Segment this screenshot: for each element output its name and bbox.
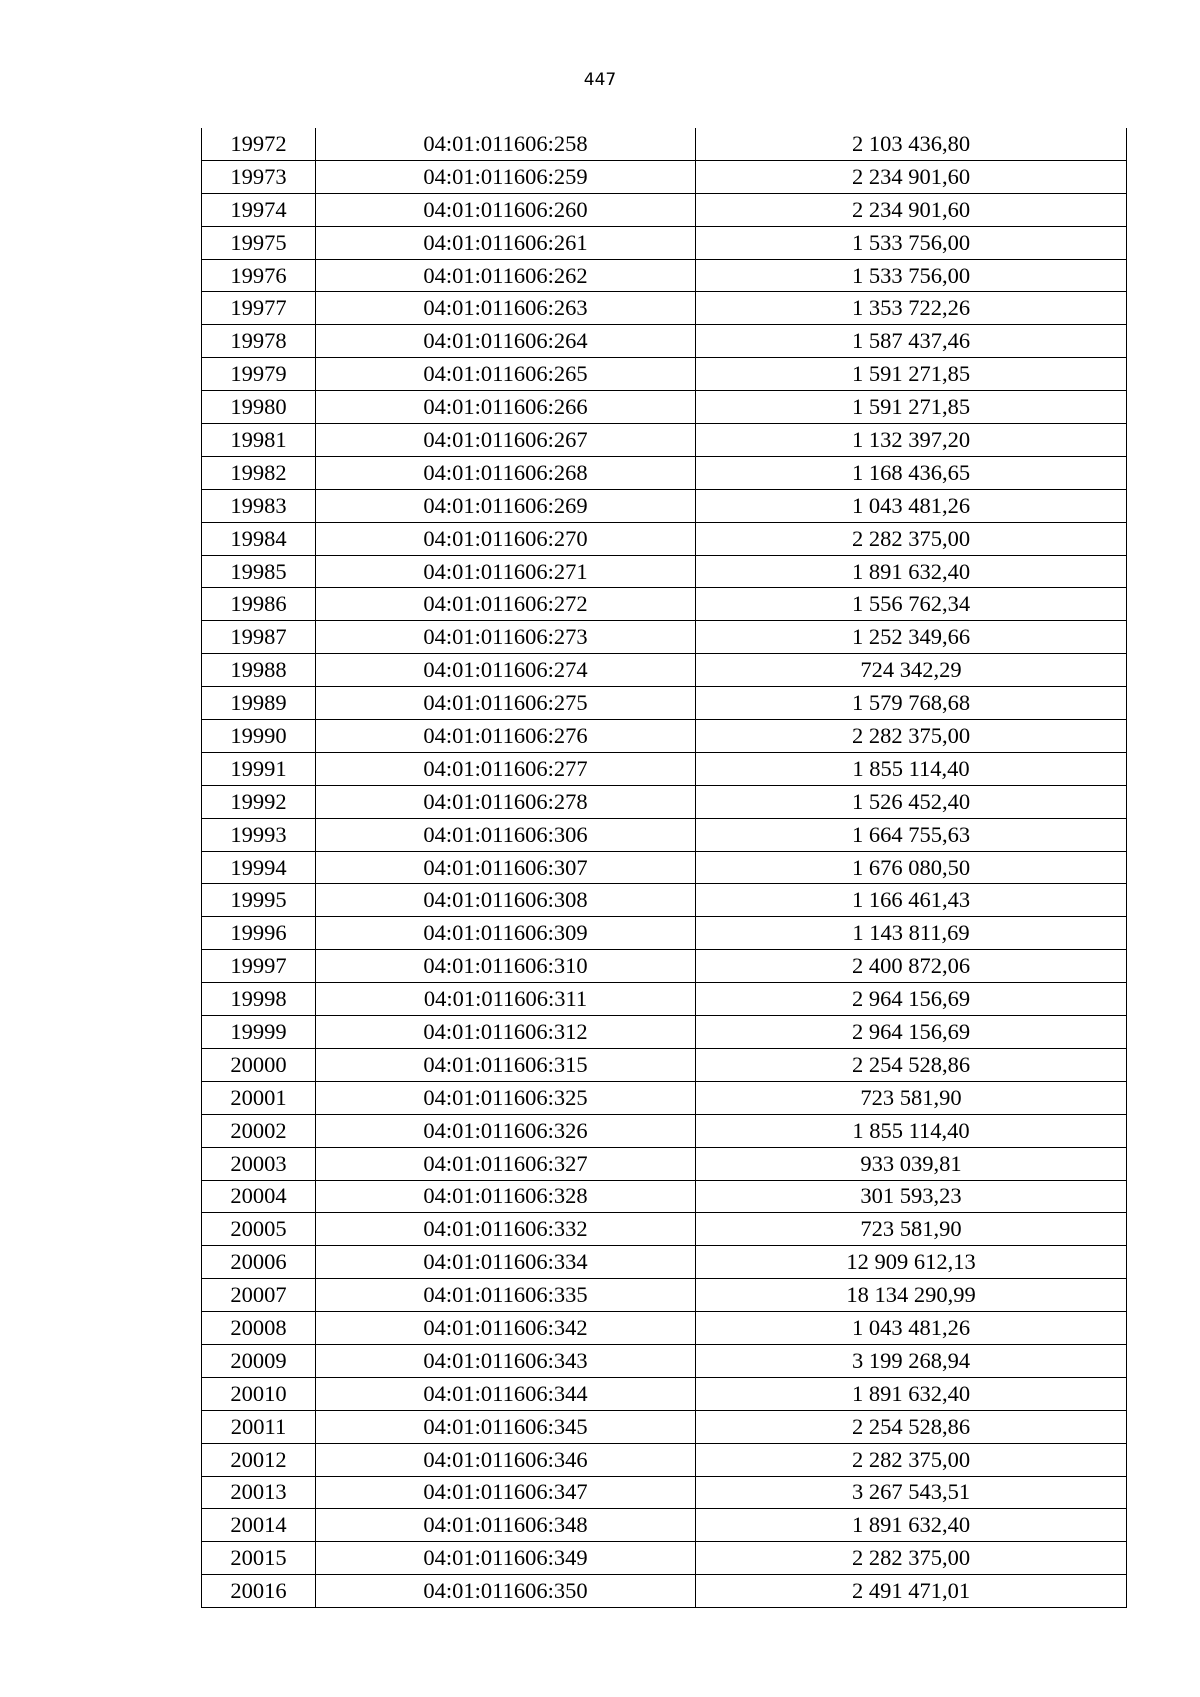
- cadastral-value-cell: 1 891 632,40: [696, 1509, 1127, 1542]
- cadastral-number-cell: 04:01:011606:335: [316, 1279, 696, 1312]
- table-row: [202, 1279, 1127, 1312]
- table-row: [202, 1114, 1127, 1147]
- cadastral-value-cell: 1 579 768,68: [696, 687, 1127, 720]
- row-number-cell: 20013: [202, 1476, 316, 1509]
- cadastral-number-cell: 04:01:011606:258: [316, 128, 696, 160]
- cadastral-value-cell: 1 855 114,40: [696, 752, 1127, 785]
- row-number-cell: 19993: [202, 818, 316, 851]
- table-row: [202, 983, 1127, 1016]
- table-row: [202, 752, 1127, 785]
- cadastral-value-cell: 1 353 722,26: [696, 292, 1127, 325]
- cadastral-value-cell: 1 676 080,50: [696, 851, 1127, 884]
- cadastral-value-cell: 1 143 811,69: [696, 917, 1127, 950]
- cadastral-number-cell: 04:01:011606:350: [316, 1575, 696, 1608]
- cadastral-value-cell: 301 593,23: [696, 1180, 1127, 1213]
- table-row: [202, 226, 1127, 259]
- cadastral-value-cell: 1 556 762,34: [696, 588, 1127, 621]
- cadastral-number-cell: 04:01:011606:345: [316, 1410, 696, 1443]
- cadastral-value-cell: 1 891 632,40: [696, 1377, 1127, 1410]
- cadastral-value-cell: 2 964 156,69: [696, 983, 1127, 1016]
- cadastral-value-cell: 1 043 481,26: [696, 1312, 1127, 1345]
- row-number-cell: 19983: [202, 489, 316, 522]
- cadastral-value-cell: 1 533 756,00: [696, 226, 1127, 259]
- cadastral-value-cell: 1 526 452,40: [696, 785, 1127, 818]
- row-number-cell: 20002: [202, 1114, 316, 1147]
- row-number-cell: 19981: [202, 424, 316, 457]
- cadastral-number-cell: 04:01:011606:264: [316, 325, 696, 358]
- table-row: [202, 456, 1127, 489]
- cadastral-number-cell: 04:01:011606:344: [316, 1377, 696, 1410]
- cadastral-value-cell: 2 282 375,00: [696, 1443, 1127, 1476]
- table-row: [202, 818, 1127, 851]
- row-number-cell: 19997: [202, 950, 316, 983]
- row-number-cell: 19980: [202, 391, 316, 424]
- row-number-cell: 19996: [202, 917, 316, 950]
- cadastral-number-cell: 04:01:011606:271: [316, 555, 696, 588]
- cadastral-number-cell: 04:01:011606:325: [316, 1081, 696, 1114]
- cadastral-number-cell: 04:01:011606:275: [316, 687, 696, 720]
- table-row: [202, 884, 1127, 917]
- cadastral-number-cell: 04:01:011606:276: [316, 720, 696, 753]
- cadastral-number-cell: 04:01:011606:346: [316, 1443, 696, 1476]
- table-row: [202, 1246, 1127, 1279]
- cadastral-value-cell: 1 533 756,00: [696, 259, 1127, 292]
- row-number-cell: 20012: [202, 1443, 316, 1476]
- cadastral-value-cell: 2 103 436,80: [696, 128, 1127, 160]
- table-row: [202, 1542, 1127, 1575]
- table-row: [202, 588, 1127, 621]
- row-number-cell: 19998: [202, 983, 316, 1016]
- cadastral-number-cell: 04:01:011606:327: [316, 1147, 696, 1180]
- cadastral-number-cell: 04:01:011606:347: [316, 1476, 696, 1509]
- cadastral-value-cell: 18 134 290,99: [696, 1279, 1127, 1312]
- row-number-cell: 20004: [202, 1180, 316, 1213]
- row-number-cell: 19989: [202, 687, 316, 720]
- cadastral-number-cell: 04:01:011606:273: [316, 621, 696, 654]
- cadastral-number-cell: 04:01:011606:263: [316, 292, 696, 325]
- table-row: [202, 1312, 1127, 1345]
- table-row: [202, 193, 1127, 226]
- row-number-cell: 19987: [202, 621, 316, 654]
- cadastral-number-cell: 04:01:011606:268: [316, 456, 696, 489]
- cadastral-number-cell: 04:01:011606:265: [316, 358, 696, 391]
- cadastral-number-cell: 04:01:011606:310: [316, 950, 696, 983]
- row-number-cell: 19982: [202, 456, 316, 489]
- table-row: [202, 1048, 1127, 1081]
- cadastral-value-cell: 723 581,90: [696, 1213, 1127, 1246]
- row-number-cell: 20009: [202, 1344, 316, 1377]
- row-number-cell: 20007: [202, 1279, 316, 1312]
- table-row: [202, 160, 1127, 193]
- row-number-cell: 20016: [202, 1575, 316, 1608]
- cadastral-number-cell: 04:01:011606:311: [316, 983, 696, 1016]
- table-row: [202, 917, 1127, 950]
- table-body: [202, 128, 1127, 1608]
- row-number-cell: 19978: [202, 325, 316, 358]
- cadastral-value-cell: 1 891 632,40: [696, 555, 1127, 588]
- table-row: [202, 654, 1127, 687]
- row-number-cell: 20001: [202, 1081, 316, 1114]
- cadastral-number-cell: 04:01:011606:274: [316, 654, 696, 687]
- cadastral-number-cell: 04:01:011606:343: [316, 1344, 696, 1377]
- table-row: [202, 687, 1127, 720]
- row-number-cell: 19995: [202, 884, 316, 917]
- cadastral-value-cell: 2 282 375,00: [696, 720, 1127, 753]
- table-row: [202, 555, 1127, 588]
- table-row: [202, 785, 1127, 818]
- table-row: [202, 950, 1127, 983]
- cadastral-value-cell: 3 267 543,51: [696, 1476, 1127, 1509]
- row-number-cell: 19976: [202, 259, 316, 292]
- cadastral-number-cell: 04:01:011606:307: [316, 851, 696, 884]
- table-row: [202, 424, 1127, 457]
- cadastral-number-cell: 04:01:011606:277: [316, 752, 696, 785]
- cadastral-number-cell: 04:01:011606:342: [316, 1312, 696, 1345]
- row-number-cell: 20003: [202, 1147, 316, 1180]
- table-row: [202, 358, 1127, 391]
- cadastral-value-cell: 2 964 156,69: [696, 1016, 1127, 1049]
- cadastral-number-cell: 04:01:011606:278: [316, 785, 696, 818]
- cadastral-value-table: [201, 128, 1127, 1608]
- table-row: [202, 489, 1127, 522]
- cadastral-value-cell: 1 252 349,66: [696, 621, 1127, 654]
- cadastral-value-cell: 2 234 901,60: [696, 160, 1127, 193]
- row-number-cell: 19994: [202, 851, 316, 884]
- cadastral-value-cell: 2 282 375,00: [696, 1542, 1127, 1575]
- cadastral-value-cell: 2 400 872,06: [696, 950, 1127, 983]
- row-number-cell: 20005: [202, 1213, 316, 1246]
- row-number-cell: 19985: [202, 555, 316, 588]
- table-row: [202, 325, 1127, 358]
- row-number-cell: 20006: [202, 1246, 316, 1279]
- cadastral-number-cell: 04:01:011606:266: [316, 391, 696, 424]
- cadastral-number-cell: 04:01:011606:328: [316, 1180, 696, 1213]
- cadastral-number-cell: 04:01:011606:259: [316, 160, 696, 193]
- cadastral-value-cell: 1 168 436,65: [696, 456, 1127, 489]
- cadastral-number-cell: 04:01:011606:326: [316, 1114, 696, 1147]
- cadastral-number-cell: 04:01:011606:261: [316, 226, 696, 259]
- table-row: [202, 1443, 1127, 1476]
- cadastral-number-cell: 04:01:011606:348: [316, 1509, 696, 1542]
- row-number-cell: 20014: [202, 1509, 316, 1542]
- cadastral-number-cell: 04:01:011606:308: [316, 884, 696, 917]
- cadastral-number-cell: 04:01:011606:267: [316, 424, 696, 457]
- table-row: [202, 1147, 1127, 1180]
- table-row: [202, 1213, 1127, 1246]
- table-row: [202, 259, 1127, 292]
- cadastral-value-cell: 2 254 528,86: [696, 1410, 1127, 1443]
- cadastral-value-cell: 724 342,29: [696, 654, 1127, 687]
- cadastral-number-cell: 04:01:011606:332: [316, 1213, 696, 1246]
- row-number-cell: 19973: [202, 160, 316, 193]
- table-row: [202, 1016, 1127, 1049]
- table-row: [202, 720, 1127, 753]
- cadastral-number-cell: 04:01:011606:309: [316, 917, 696, 950]
- table-row: [202, 851, 1127, 884]
- cadastral-value-cell: 1 587 437,46: [696, 325, 1127, 358]
- row-number-cell: 20010: [202, 1377, 316, 1410]
- table-row: [202, 1476, 1127, 1509]
- row-number-cell: 19975: [202, 226, 316, 259]
- cadastral-number-cell: 04:01:011606:272: [316, 588, 696, 621]
- cadastral-value-cell: 12 909 612,13: [696, 1246, 1127, 1279]
- cadastral-value-cell: 1 591 271,85: [696, 358, 1127, 391]
- cadastral-value-cell: 1 043 481,26: [696, 489, 1127, 522]
- cadastral-number-cell: 04:01:011606:306: [316, 818, 696, 851]
- row-number-cell: 19999: [202, 1016, 316, 1049]
- cadastral-number-cell: 04:01:011606:260: [316, 193, 696, 226]
- row-number-cell: 20000: [202, 1048, 316, 1081]
- cadastral-value-cell: 723 581,90: [696, 1081, 1127, 1114]
- table-row: [202, 522, 1127, 555]
- cadastral-value-cell: 2 491 471,01: [696, 1575, 1127, 1608]
- cadastral-value-cell: 933 039,81: [696, 1147, 1127, 1180]
- row-number-cell: 19977: [202, 292, 316, 325]
- cadastral-number-cell: 04:01:011606:312: [316, 1016, 696, 1049]
- row-number-cell: 19991: [202, 752, 316, 785]
- table-row: [202, 1410, 1127, 1443]
- row-number-cell: 20015: [202, 1542, 316, 1575]
- page-number: 447: [583, 70, 617, 90]
- cadastral-value-cell: 1 664 755,63: [696, 818, 1127, 851]
- cadastral-number-cell: 04:01:011606:334: [316, 1246, 696, 1279]
- cadastral-value-cell: 1 132 397,20: [696, 424, 1127, 457]
- table-row: [202, 1081, 1127, 1114]
- row-number-cell: 19992: [202, 785, 316, 818]
- table-row: [202, 128, 1127, 160]
- cadastral-number-cell: 04:01:011606:349: [316, 1542, 696, 1575]
- table-row: [202, 1575, 1127, 1608]
- table-row: [202, 1377, 1127, 1410]
- cadastral-number-cell: 04:01:011606:262: [316, 259, 696, 292]
- row-number-cell: 20008: [202, 1312, 316, 1345]
- table-row: [202, 292, 1127, 325]
- row-number-cell: 19972: [202, 128, 316, 160]
- table-row: [202, 1180, 1127, 1213]
- table-row: [202, 621, 1127, 654]
- row-number-cell: 19988: [202, 654, 316, 687]
- cadastral-value-cell: 2 282 375,00: [696, 522, 1127, 555]
- cadastral-value-cell: 1 855 114,40: [696, 1114, 1127, 1147]
- row-number-cell: 19974: [202, 193, 316, 226]
- row-number-cell: 20011: [202, 1410, 316, 1443]
- cadastral-number-cell: 04:01:011606:315: [316, 1048, 696, 1081]
- cadastral-number-cell: 04:01:011606:270: [316, 522, 696, 555]
- table-row: [202, 1344, 1127, 1377]
- table-row: [202, 1509, 1127, 1542]
- row-number-cell: 19986: [202, 588, 316, 621]
- cadastral-value-cell: 1 166 461,43: [696, 884, 1127, 917]
- cadastral-number-cell: 04:01:011606:269: [316, 489, 696, 522]
- table-row: [202, 391, 1127, 424]
- row-number-cell: 19984: [202, 522, 316, 555]
- row-number-cell: 19979: [202, 358, 316, 391]
- cadastral-value-cell: 3 199 268,94: [696, 1344, 1127, 1377]
- cadastral-value-cell: 2 234 901,60: [696, 193, 1127, 226]
- cadastral-value-cell: 2 254 528,86: [696, 1048, 1127, 1081]
- cadastral-value-cell: 1 591 271,85: [696, 391, 1127, 424]
- row-number-cell: 19990: [202, 720, 316, 753]
